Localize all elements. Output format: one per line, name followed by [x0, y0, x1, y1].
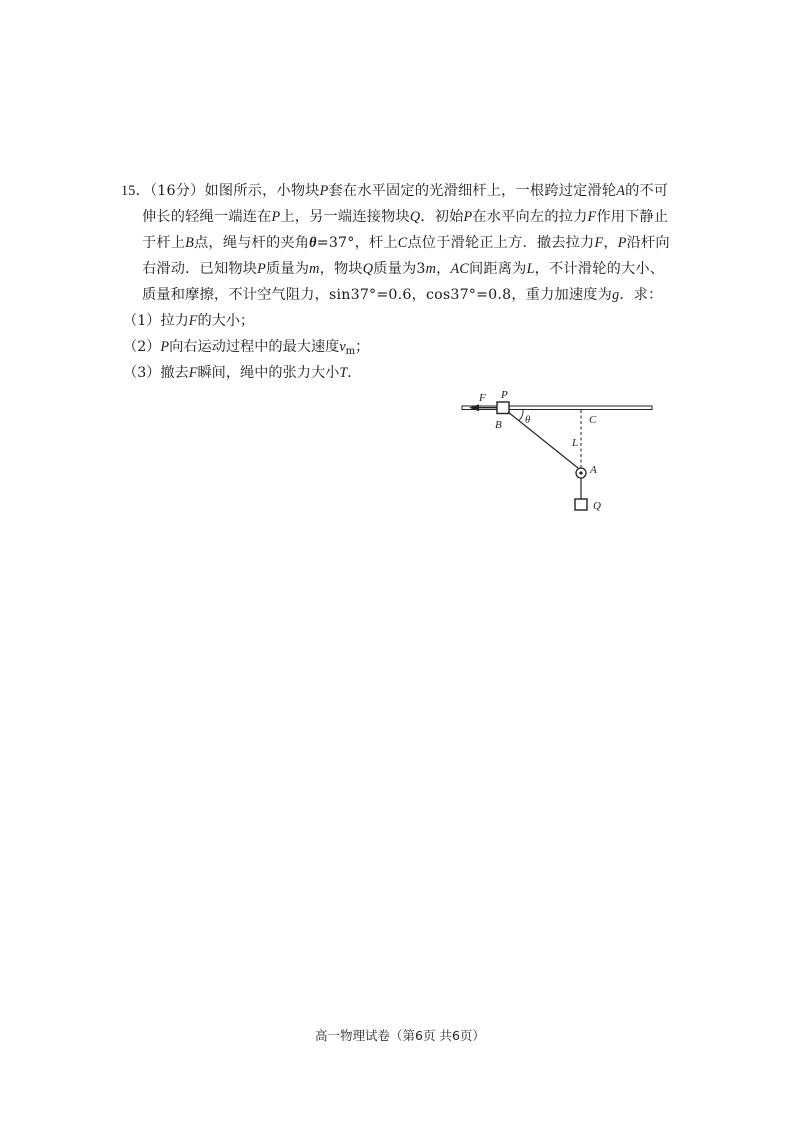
text: ，	[436, 261, 451, 277]
text: 质量为	[265, 261, 310, 277]
text: 向右运动过程中的最大速度	[169, 339, 340, 355]
symbol-m: m	[425, 261, 437, 277]
sub-question-1	[123, 311, 254, 331]
symbol-P: P	[271, 209, 281, 225]
symbol-P: P	[617, 235, 627, 251]
question-line-5	[142, 285, 663, 305]
symbol-m: m	[309, 261, 320, 277]
angle-arc	[519, 410, 523, 421]
text: 伸长的轻绳一端连在	[142, 209, 272, 225]
question-line-2	[142, 207, 668, 227]
physics-diagram	[455, 384, 665, 519]
label-F: F	[479, 392, 486, 404]
block-P	[497, 402, 509, 414]
symbol-F: F	[587, 209, 597, 225]
text: ；	[355, 339, 370, 355]
text: =37°，杆上	[316, 235, 398, 251]
label-Q: Q	[593, 500, 601, 512]
text: 的大小；	[197, 313, 255, 329]
text: （3）撤去	[123, 365, 189, 381]
block-Q	[575, 499, 587, 510]
pulley-axle	[579, 471, 582, 474]
symbol-A: A	[616, 183, 626, 199]
text: 于杆上	[142, 235, 186, 251]
symbol-theta: θ	[309, 235, 317, 251]
symbol-AC: AC	[450, 261, 469, 277]
question-score: （16分）	[149, 183, 205, 199]
symbol-C: C	[397, 235, 408, 251]
text: 右滑动．已知物块	[142, 261, 258, 277]
rope	[508, 412, 578, 468]
symbol-L: L	[526, 261, 535, 277]
question-line-4	[142, 259, 664, 279]
text: ．初始	[420, 209, 464, 225]
label-C: C	[589, 414, 597, 426]
text: ．求：	[619, 287, 663, 303]
symbol-g: g	[612, 287, 620, 303]
text: 在水平向左的拉力	[472, 209, 588, 225]
text: 沿杆向	[626, 235, 670, 251]
sub-question-2	[123, 337, 369, 357]
symbol-F: F	[188, 313, 198, 329]
text: 作用下静止	[596, 209, 669, 225]
label-A: A	[590, 464, 597, 476]
question-line-1	[121, 181, 668, 201]
text: ，	[603, 235, 618, 251]
symbol-P: P	[257, 261, 266, 277]
symbol-T: T	[339, 365, 348, 381]
symbol-F: F	[594, 235, 604, 251]
symbol-v: v	[339, 339, 346, 355]
label-theta: θ	[525, 415, 531, 426]
symbol-Q: Q	[409, 209, 421, 225]
label-L: L	[572, 437, 579, 449]
text: 的不可	[625, 183, 669, 199]
text: 如图所示，小物块	[204, 183, 320, 199]
page-footer: 高一物理试卷（第6页 共6页）	[315, 1028, 485, 1043]
text: ，物块	[319, 261, 363, 277]
symbol-P: P	[463, 209, 473, 225]
symbol-F: F	[188, 365, 198, 381]
symbol-P: P	[319, 183, 329, 199]
text: ．	[347, 365, 362, 381]
text: 质量和摩擦，不计空气阻力，sin37°=0.6，cos37°=0.8，重力加速度为	[142, 287, 613, 303]
symbol-Q: Q	[362, 261, 374, 277]
label-P: P	[501, 389, 508, 401]
question-number: 15．	[121, 183, 150, 199]
label-B: B	[495, 419, 502, 431]
text: 间距离为	[469, 261, 527, 277]
force-arrow-head	[469, 404, 479, 411]
symbol-v-subscript: m	[345, 346, 356, 357]
text: 套在水平固定的光滑细杆上，一根跨过定滑轮	[328, 183, 617, 199]
text: （1）拉力	[123, 313, 189, 329]
text: 点位于滑轮正上方．撤去拉力	[407, 235, 595, 251]
symbol-P: P	[160, 339, 170, 355]
question-line-3	[142, 233, 670, 253]
sub-question-3	[123, 363, 361, 383]
text: ，不计滑轮的大小、	[534, 261, 665, 277]
symbol-B: B	[185, 235, 195, 251]
text: 瞬间，绳中的张力大小	[197, 365, 340, 381]
text: （2）	[123, 339, 161, 355]
text: 上，另一端连接物块	[280, 209, 410, 225]
text: 质量为3	[373, 261, 426, 277]
text: 点，绳与杆的夹角	[194, 235, 310, 251]
